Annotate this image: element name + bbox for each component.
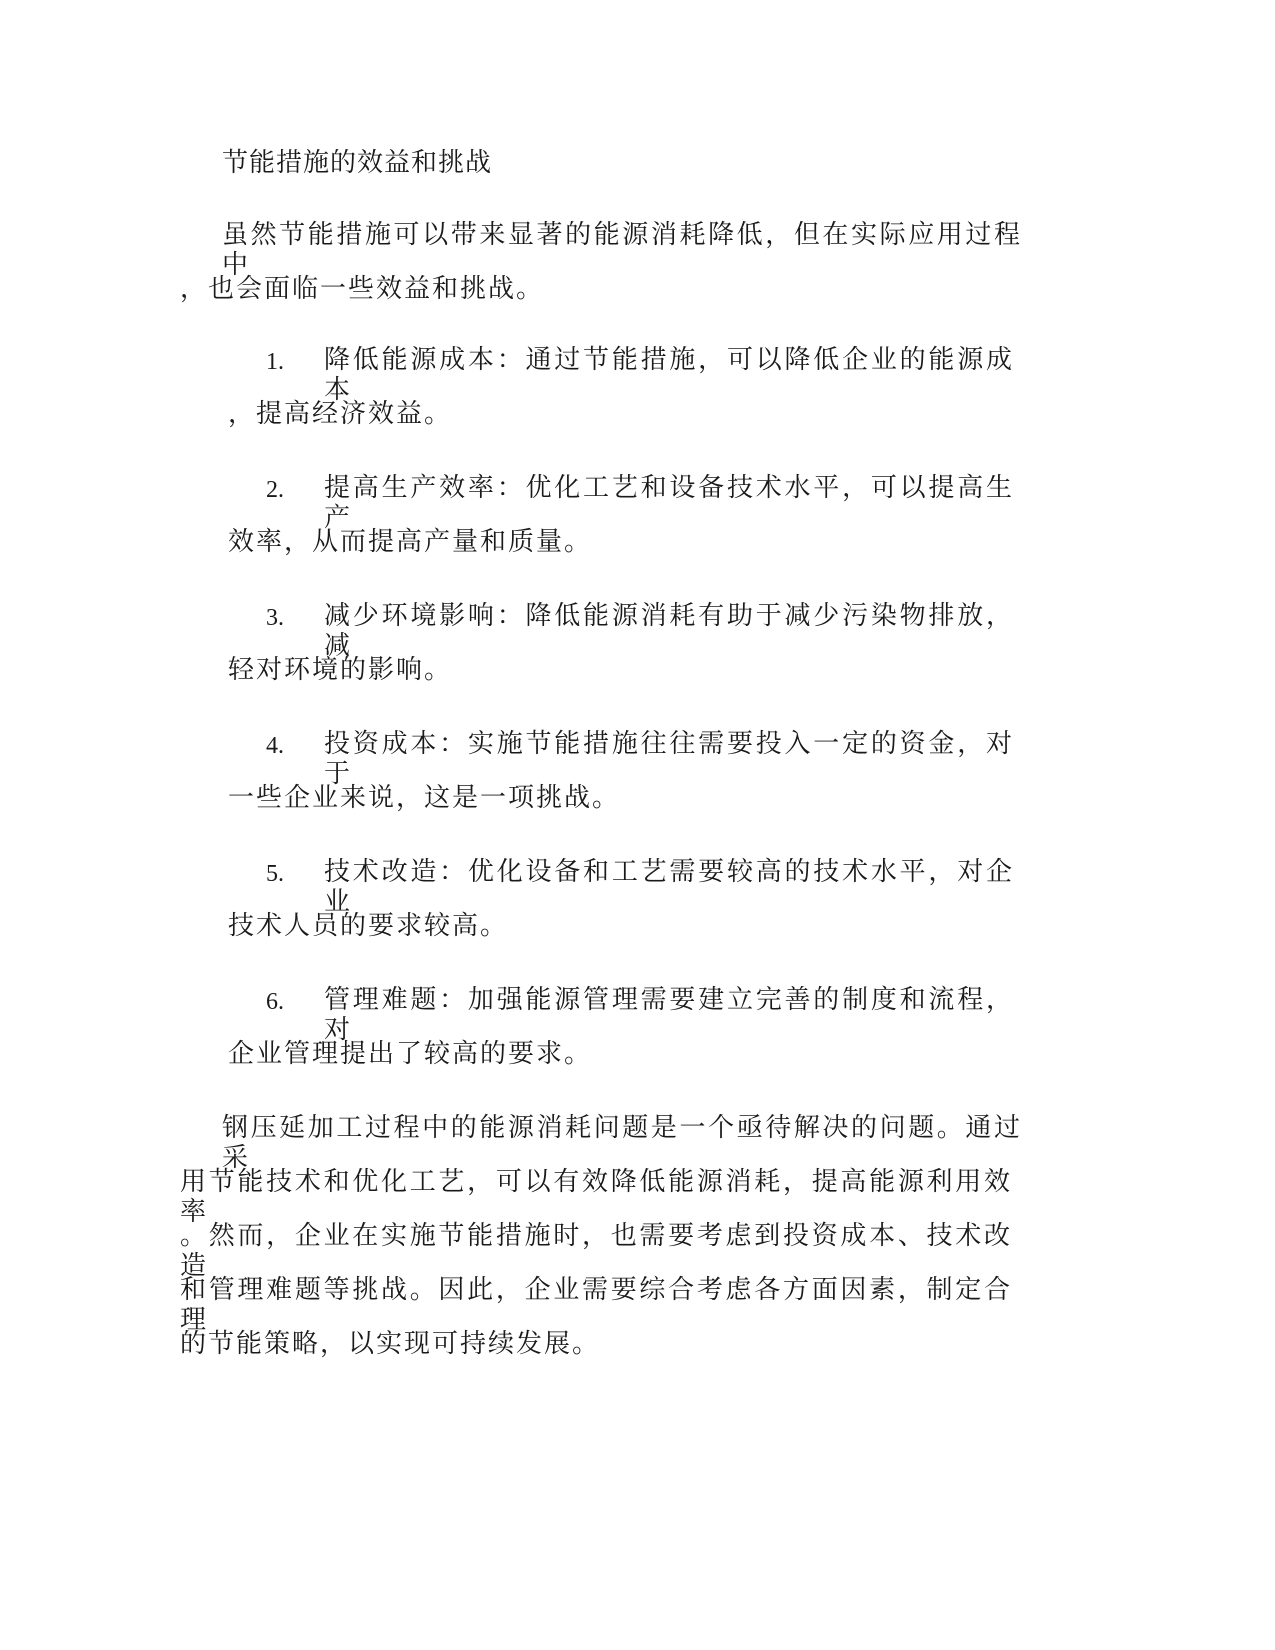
list-item-1-line-1: 降低能源成本：通过节能措施，可以降低企业的能源成本 bbox=[324, 345, 1014, 405]
conclusion-line-4: 和管理难题等挑战。因此，企业需要综合考虑各方面因素，制定合理 bbox=[180, 1275, 1012, 1335]
list-item-number-3: 3. bbox=[266, 605, 284, 631]
list-item-4-line-1: 投资成本：实施节能措施往往需要投入一定的资金，对于 bbox=[324, 729, 1014, 789]
list-item-3-line-2: 轻对环境的影响。 bbox=[228, 655, 453, 685]
conclusion-line-1: 钢压延加工过程中的能源消耗问题是一个亟待解决的问题。通过采 bbox=[222, 1113, 1022, 1173]
list-item-6-line-2: 企业管理提出了较高的要求。 bbox=[228, 1039, 593, 1069]
list-item-number-4: 4. bbox=[266, 733, 284, 759]
list-item-2-line-1: 提高生产效率：优化工艺和设备技术水平，可以提高生产 bbox=[324, 473, 1014, 533]
list-item-5-line-2: 技术人员的要求较高。 bbox=[228, 911, 509, 941]
list-item-2-line-2: 效率，从而提高产量和质量。 bbox=[228, 527, 593, 557]
list-item-number-5: 5. bbox=[266, 861, 284, 887]
section-title: 节能措施的效益和挑战 bbox=[222, 148, 493, 178]
list-item-number-6: 6. bbox=[266, 989, 284, 1015]
intro-line-2: ，也会面临一些效益和挑战。 bbox=[180, 274, 545, 304]
list-item-5-line-1: 技术改造：优化设备和工艺需要较高的技术水平，对企业 bbox=[324, 857, 1014, 917]
list-item-6-line-1: 管理难题：加强能源管理需要建立完善的制度和流程，对 bbox=[324, 985, 1014, 1045]
list-item-3-line-1: 减少环境影响：降低能源消耗有助于减少污染物排放，减 bbox=[324, 601, 1014, 661]
list-item-number-2: 2. bbox=[266, 477, 284, 503]
intro-line-1: 虽然节能措施可以带来显著的能源消耗降低，但在实际应用过程中 bbox=[222, 220, 1022, 280]
conclusion-line-2: 用节能技术和优化工艺，可以有效降低能源消耗，提高能源利用效率 bbox=[180, 1167, 1012, 1227]
conclusion-line-3: 。然而，企业在实施节能措施时，也需要考虑到投资成本、技术改造 bbox=[180, 1221, 1012, 1281]
list-item-number-1: 1. bbox=[266, 349, 284, 375]
list-item-4-line-2: 一些企业来说，这是一项挑战。 bbox=[228, 783, 621, 813]
conclusion-line-5: 的节能策略，以实现可持续发展。 bbox=[180, 1329, 601, 1359]
list-item-1-line-2: ，提高经济效益。 bbox=[228, 399, 453, 429]
